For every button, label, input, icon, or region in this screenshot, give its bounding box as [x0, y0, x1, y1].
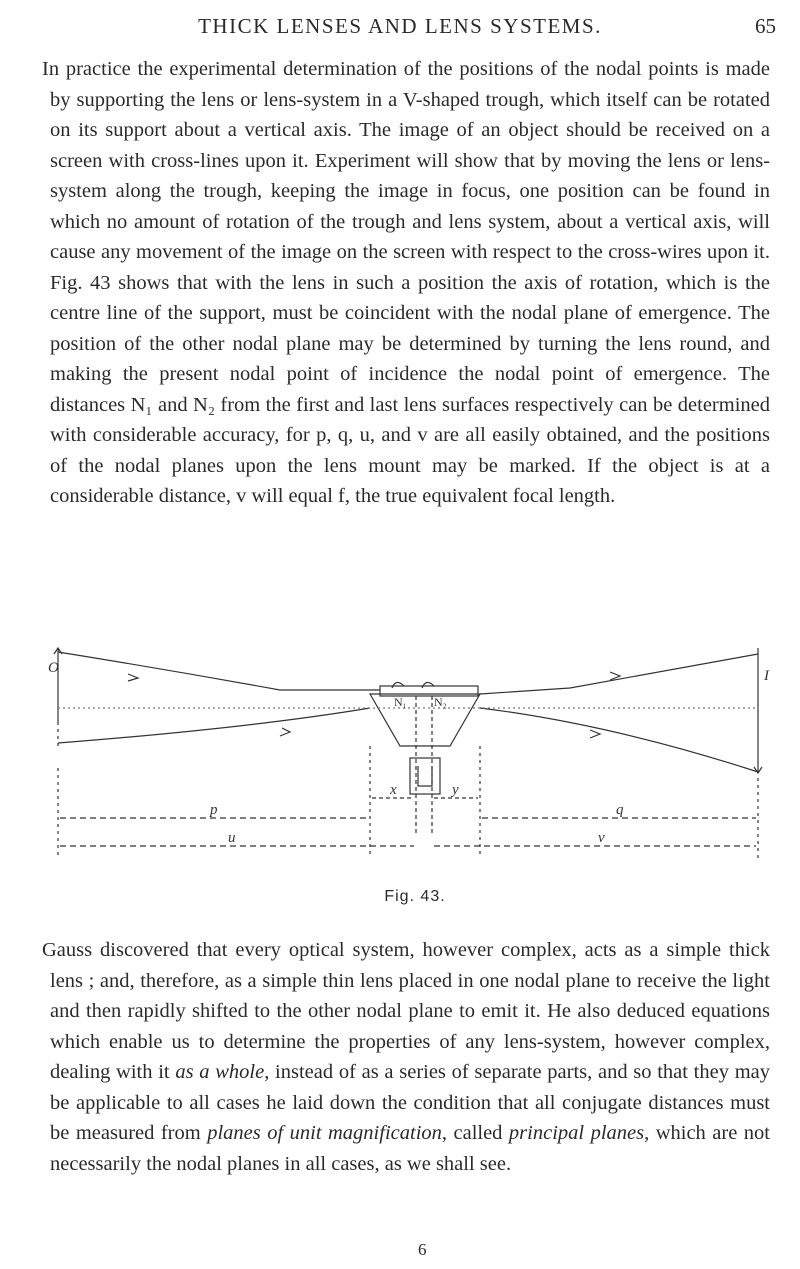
lower-incident-ray: [58, 708, 370, 743]
gauss-emphasis-2: planes of unit magnification: [207, 1122, 442, 1144]
label-q: q: [616, 802, 624, 818]
lens-trough: [370, 694, 480, 746]
label-p: p: [210, 802, 218, 818]
label-image: I: [764, 668, 769, 684]
signature-mark: 6: [418, 1240, 427, 1259]
gauss-text-1: Gauss discovered that every optical system, however complex, acts as a simple thick lens ; and, therefore, as a simple thin lens placed in one nodal plane to receive the light and then rapidly shifted to the other nodal plane to emit it. He also deduced equations which enable us to determine the properties of any lens-system, however complex, dealing with it: [42, 939, 770, 1083]
upper-emergent-ray: [480, 654, 758, 694]
lens-trough-diagram: [50, 648, 780, 883]
gauss-emphasis-1: as a whole: [175, 1061, 265, 1083]
gauss-text-3: , called: [441, 1122, 509, 1144]
ray-arrow-1: [128, 674, 138, 681]
page-number: 65: [755, 14, 776, 38]
figure-caption: Fig. 43.: [384, 888, 446, 905]
gauss-text-4: , which are not necessarily the nodal planes in all cases, as we shall see.: [50, 1122, 770, 1175]
ray-arrow-2: [280, 728, 290, 736]
label-n1: N₁: [394, 695, 407, 709]
lower-emergent-ray: [480, 708, 758, 772]
paragraph-gauss: [42, 935, 770, 1179]
label-n2: N₂: [434, 695, 447, 709]
label-y: y: [452, 782, 459, 798]
figure-43: [50, 648, 780, 920]
label-v: v: [598, 830, 605, 846]
paragraph-nodal-points: In practice the experimental determination of the positions of the nodal points is made by supporting the lens or lens-system in a V-shaped trough, which itself can be rotated on its support about a vertical axis. The image of an object should be received on a screen with cross-lines upon it. Experiment will show that by moving the lens or lens-system along the trough, keeping the image in focus, one position can be found in which no amount of rotation of the trough and lens system, about a vertical axis, will cause any movement of the image on the screen with respect to the cross-wires upon it. Fig. 43 shows that with the lens in such a position the axis of rotation, which is the centre line of the support, must be coincident with the nodal plane of emergence. The position of the other nodal plane may be determined by turning the lens round, and making the present nodal point of incidence the nodal point of emergence. The distances N₁ and N₂ from the first and last lens surfaces respectively can be determined with considerable accuracy, for p, q, u, and v are all easily obtained, and the positions of the nodal planes upon the lens mount may be marked. If the object is at a considerable distance, v will equal f, the true equivalent focal length.: [42, 58, 770, 507]
gauss-emphasis-3: principal planes: [508, 1122, 645, 1144]
ray-arrow-4: [590, 730, 600, 738]
support-post: [410, 758, 440, 794]
upper-incident-ray: [58, 652, 380, 690]
gauss-text-2: , instead of as a series of separate parts, and so that they may be applicable to all cases he laid down the condition that all conjugate distances must be measured from: [50, 1061, 770, 1144]
support-inner: [418, 766, 432, 786]
label-x: x: [390, 782, 397, 798]
label-object: O: [48, 660, 59, 676]
lens-mount-curls: [392, 682, 434, 688]
label-u: u: [228, 830, 236, 846]
running-title: THICK LENSES AND LENS SYSTEMS.: [198, 14, 602, 38]
page-header: [0, 10, 800, 40]
